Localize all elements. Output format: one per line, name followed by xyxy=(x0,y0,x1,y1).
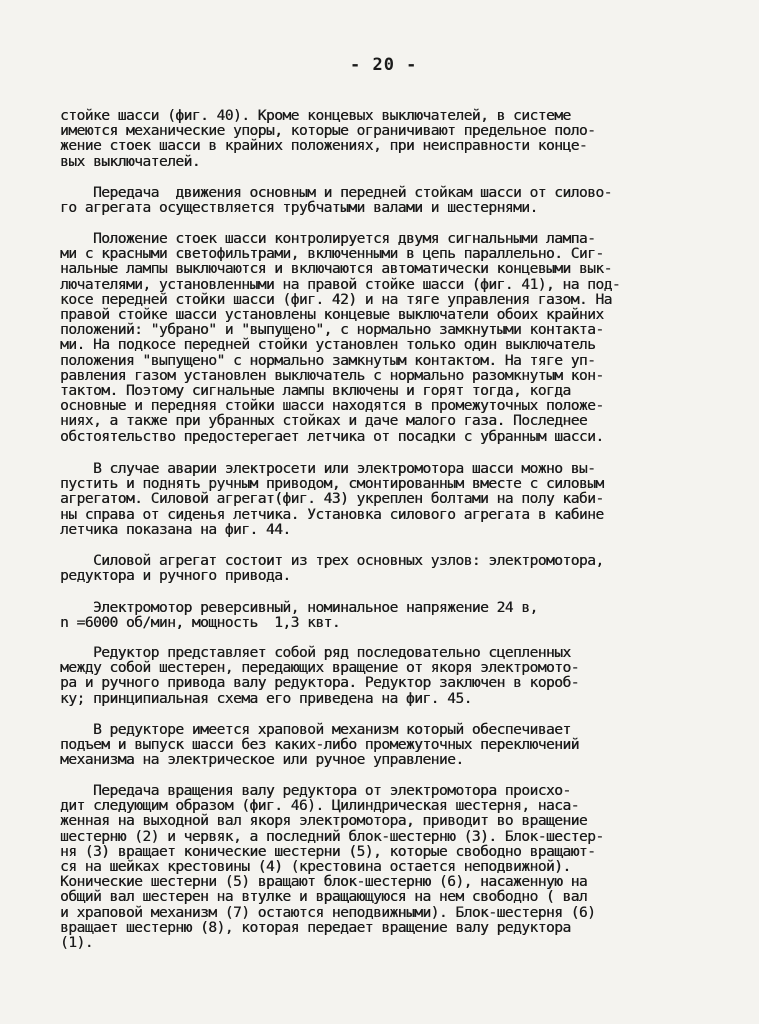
text-line: косе передней стойки шасси (фиг. 42) и на тяге управления газом. На xyxy=(60,290,612,308)
text-line: ниях, а также при убранных стойках и даче малого газа. Последнее xyxy=(60,412,588,430)
text-line: ми. На подкосе передней стойки установлен только один выключатель xyxy=(60,336,596,354)
text-line: жение стоек шасси в крайних положениях, при неисправности конце- xyxy=(60,137,588,155)
text-line: и храповой механизм (7) остаются неподвижными). Блок-шестерня (6) xyxy=(60,903,596,921)
text-line: ра и ручного привода валу редуктора. Редуктор заключен в короб- xyxy=(60,674,579,692)
paragraph-reducer xyxy=(60,645,700,706)
text-line: положений: "убрано" и "выпущено", с нормально замкнутыми контакта- xyxy=(60,321,604,339)
paragraph-motion-transfer xyxy=(60,185,700,215)
text-line: Электромотор реверсивный, номинальное напряжение 24 в, xyxy=(60,599,538,616)
text-line: Положение стоек шасси контролируется двумя сигнальными лампа- xyxy=(60,230,596,247)
text-line: равления газом установлен выключатель с нормально разомкнутым кон- xyxy=(60,366,604,384)
paragraph-ratchet xyxy=(60,722,700,768)
text-line: механизма на электрическое или ручное управление. xyxy=(60,751,464,769)
text-line: шестерню (2) и червяк, а последний блок-шестерню (3). Блок-шестер- xyxy=(60,827,604,845)
text-line: (1). xyxy=(60,934,93,952)
text-line: вых выключателей. xyxy=(60,152,201,170)
text-line: n =6000 об/мин, мощность 1,3 квт. xyxy=(60,614,341,632)
text-line: ся на шейках крестовины (4) (крестовина остается неподвижной). xyxy=(60,858,571,876)
text-line: вращает шестерню (8), которая передает вращение валу редуктора xyxy=(60,918,571,936)
paragraph-power-unit xyxy=(60,553,700,583)
text-line: между собой шестерен, передающих вращение от якоря электромото- xyxy=(60,659,579,677)
paragraph-signal-lamps xyxy=(60,231,700,444)
text-line: тактом. Поэтому сигнальные лампы включены и горят тогда, когда xyxy=(60,382,571,400)
text-line: Конические шестерни (5) вращают блок-шестерню (6), насаженную на xyxy=(60,873,588,891)
text-line: В случае аварии электросети или электромотора шасси можно вы- xyxy=(60,460,596,477)
paragraph-manual-drive xyxy=(60,461,700,537)
text-line: агрегатом. Силовой агрегат(фиг. 43) укреплен болтами на полу каби- xyxy=(60,490,604,508)
paragraph-limit-stops xyxy=(60,108,700,169)
paragraph-gear-train xyxy=(60,783,700,950)
text-line: Силовой агрегат состоит из трех основных узлов: электромотора, xyxy=(60,552,604,569)
text-line: ми с красными светофильтрами, включенными в цепь параллельно. Сиг- xyxy=(60,245,604,263)
text-line: Редуктор представляет собой ряд последовательно сцепленных xyxy=(60,644,571,661)
page-number: - 20 - xyxy=(350,55,418,75)
text-line: женная на выходной вал якоря электромотора, приводит во вращение xyxy=(60,812,588,830)
text-line: ны справа от сиденья летчика. Установка силового агрегата в кабине xyxy=(60,505,604,523)
text-line: Передача движения основным и передней стойкам шасси от силово- xyxy=(60,184,612,201)
text-line: нальные лампы выключаются и включаются автоматически концевыми вык- xyxy=(60,260,612,278)
text-line: го агрегата осуществляется трубчатыми валами и шестернями. xyxy=(60,199,538,217)
text-line: пустить и поднять ручным приводом, смонтированным вместе с силовым xyxy=(60,475,604,493)
paragraph-electromotor xyxy=(60,600,700,630)
text-line: подъем и выпуск шасси без каких-либо промежуточных переключений xyxy=(60,736,579,754)
text-line: положения "выпущено" с нормально замкнутым контактом. На тяге уп- xyxy=(60,351,596,369)
text-line: лючателями, установленными на правой стойке шасси (фиг. 41), на под- xyxy=(60,275,621,293)
text-line: дит следующим образом (фиг. 46). Цилиндрическая шестерня, наса- xyxy=(60,797,579,815)
text-line: основные и передняя стойки шасси находятся в промежуточных положе- xyxy=(60,397,604,415)
text-line: стойке шасси (фиг. 40). Кроме концевых выключателей, в системе xyxy=(60,107,571,124)
text-line: В редукторе имеется храповой механизм который обеспечивает xyxy=(60,721,571,738)
text-line: ку; принципиальная схема его приведена на фиг. 45. xyxy=(60,689,472,707)
text-line: ня (3) вращает конические шестерни (5), которые свободно вращают- xyxy=(60,842,596,860)
text-line: правой стойке шасси установлены концевые выключатели обоих крайних xyxy=(60,306,604,324)
text-line: обстоятельство предостерегает летчика от посадки с убранным шасси. xyxy=(60,427,604,445)
text-line: летчика показана на фиг. 44. xyxy=(60,520,291,538)
text-line: редуктора и ручного привода. xyxy=(60,567,291,585)
text-line: имеются механические упоры, которые ограничивают предельное поло- xyxy=(60,122,596,140)
text-line: общий вал шестерен на втулке и вращающуюся на нем свободно ( вал xyxy=(60,888,588,906)
text-line: Передача вращения валу редуктора от электромотора происхо- xyxy=(60,782,571,799)
